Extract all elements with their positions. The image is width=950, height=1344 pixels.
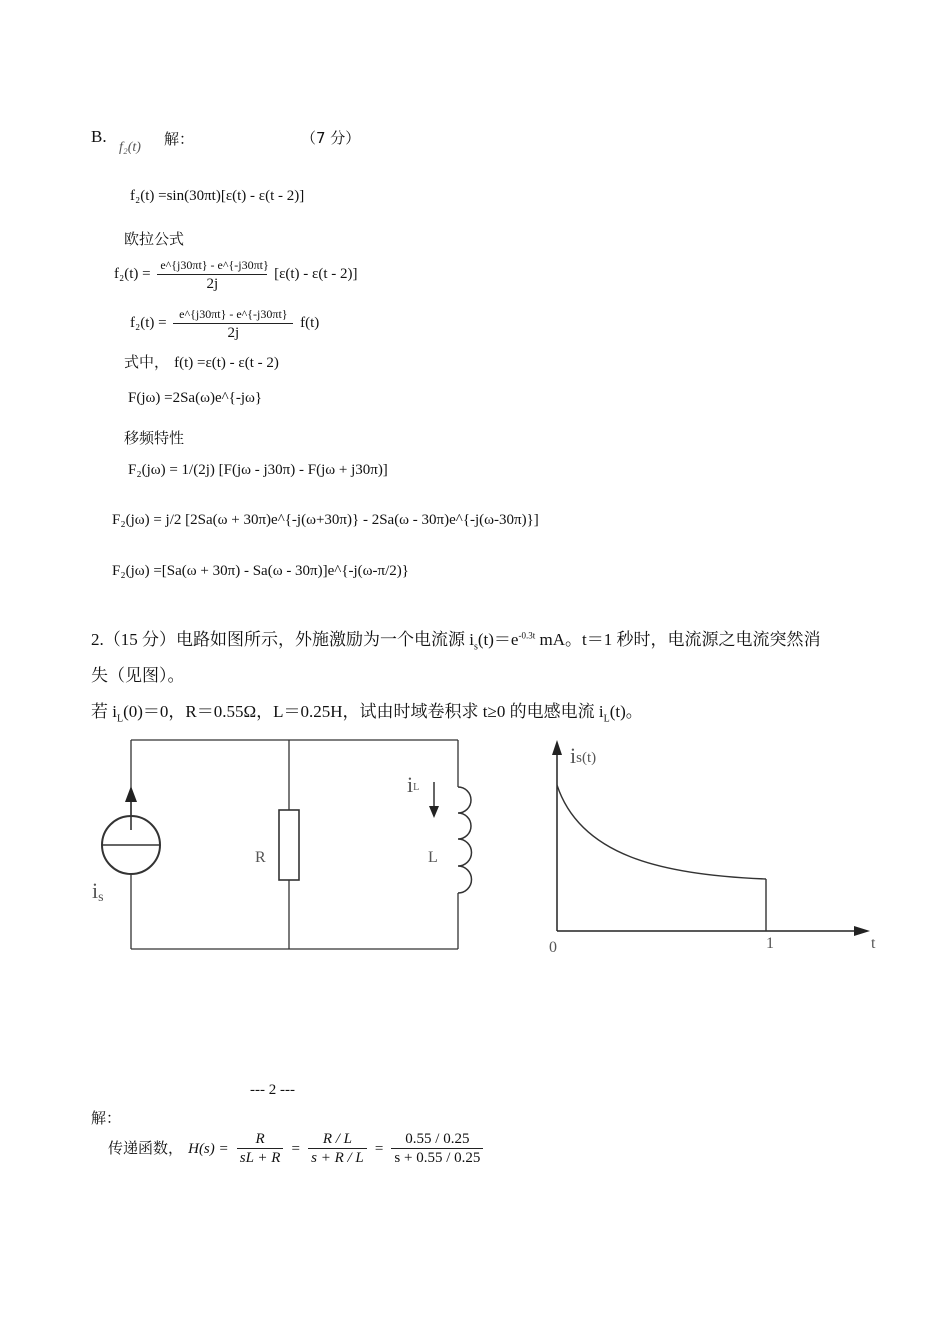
exponent: -0.3t: [518, 630, 536, 641]
x-axis-label: t: [871, 935, 876, 952]
where-line: [124, 351, 279, 372]
frequency-shift-label: 移频特性: [124, 429, 185, 447]
subscript-s: s: [473, 641, 478, 653]
part-label: B.: [91, 127, 107, 146]
transfer-function: 传递函数， H(s) = $\frac{R}{sL + R}$ = $\frac{R / L}{s + R / L}$ = $\frac{0.55 / 0.25}{s + 0.55 / 0.25}$: [108, 1130, 486, 1167]
f-of-t: f(t): [300, 314, 320, 331]
circuit-diagram: [90, 730, 480, 965]
fraction-3: [391, 1130, 483, 1167]
fraction-1: [237, 1130, 284, 1167]
F2-equation-2: F₂(jω) = j/2 [2Sa(ω + 30π)e^{-j(ω+30π)} - 2Sa(ω - 30π)e^{-j(ω-30π)}]: [112, 512, 539, 528]
problem-text: 若 i: [91, 702, 117, 721]
inductor-label: L: [428, 849, 438, 866]
problem-text: (t)。: [609, 702, 643, 721]
solution-label: 解：: [164, 130, 195, 148]
current-source: [102, 786, 160, 874]
f2-rhs-step: [ε(t) - ε(t - 2)]: [274, 265, 358, 282]
fraction-numerator: 0.55 / 0.25: [391, 1130, 483, 1149]
source-label: is: [92, 878, 104, 905]
fraction-denominator: s + R / L: [311, 1150, 364, 1166]
resistor: [279, 810, 299, 880]
f-definition: f(t) =ε(t) - ε(t - 2): [174, 355, 279, 371]
problem-text: 2.（15 分）电路如图所示，外施激励为一个电流源 i: [91, 630, 474, 649]
fraction-denominator: s + 0.55 / 0.25: [394, 1150, 481, 1166]
f2-lhs: f₂(t) =: [114, 265, 151, 282]
page-number: --- 2 ---: [250, 1082, 295, 1098]
fraction-2: [308, 1130, 367, 1167]
F2-equation-1: F₂(jω) = 1/(2j) [F(jω - j30π) - F(jω + j30π)]: [128, 462, 388, 478]
problem-line-2: 失（见图）。: [91, 666, 185, 685]
fraction-denominator: 2j: [206, 276, 219, 292]
f2-euler-equation: [114, 256, 358, 293]
subscript-L: L: [603, 713, 610, 725]
problem-text: mA。t＝1 秒时，电流源之电流突然消: [535, 630, 821, 649]
fraction-numerator: e^{j30πt} - e^{-j30πt}: [157, 256, 267, 275]
fraction-denominator: 2j: [227, 325, 240, 341]
transfer-function-label: 传递函数，: [108, 1139, 184, 1157]
F2-equation-3: F₂(jω) =[Sa(ω + 30π) - Sa(ω - 30π)]e^{-j(ω-π/2)}: [112, 563, 409, 579]
H-of-s: H(s) =: [188, 1141, 229, 1157]
fraction-denominator: sL + R: [239, 1150, 281, 1166]
subscript-L: L: [116, 713, 124, 725]
points-label: （7 分）: [301, 129, 361, 147]
origin-label: 0: [549, 939, 557, 956]
y-axis-label: is(t): [570, 743, 597, 768]
fraction-numerator: R: [237, 1130, 284, 1149]
resistor-label: R: [255, 849, 266, 866]
where-label: 式中，: [124, 353, 170, 371]
fraction-numerator: R / L: [308, 1130, 367, 1149]
fraction-numerator: e^{j30πt} - e^{-j30πt}: [173, 305, 293, 324]
euler-label: 欧拉公式: [124, 230, 185, 248]
problem-line-1: [91, 625, 820, 652]
euler-fraction: [157, 256, 267, 293]
problem-text: (0)＝0，R＝0.55Ω，L＝0.25H，试由时域卷积求 t≥0 的电感电流 i: [123, 702, 604, 721]
decay-curve: [557, 785, 766, 879]
F-definition: F(jω) =2Sa(ω)e^{-jω}: [128, 390, 263, 406]
f2-heading: f₂(t): [119, 140, 141, 155]
tick-label-1: 1: [766, 935, 774, 952]
f2-definition: f₂(t) =sin(30πt)[ε(t) - ε(t - 2)]: [130, 188, 305, 204]
inductor-coil: [458, 787, 472, 893]
problem-text: (t)＝e: [477, 630, 519, 649]
solution-label-2: 解：: [91, 1109, 122, 1127]
euler-fraction: [173, 305, 293, 342]
f2-compact-equation: [130, 305, 319, 342]
problem-line-3: [91, 697, 643, 724]
source-current-graph: [540, 735, 885, 960]
f2-lhs: f₂(t) =: [130, 314, 167, 331]
inductor-current-label: iL: [407, 772, 420, 797]
